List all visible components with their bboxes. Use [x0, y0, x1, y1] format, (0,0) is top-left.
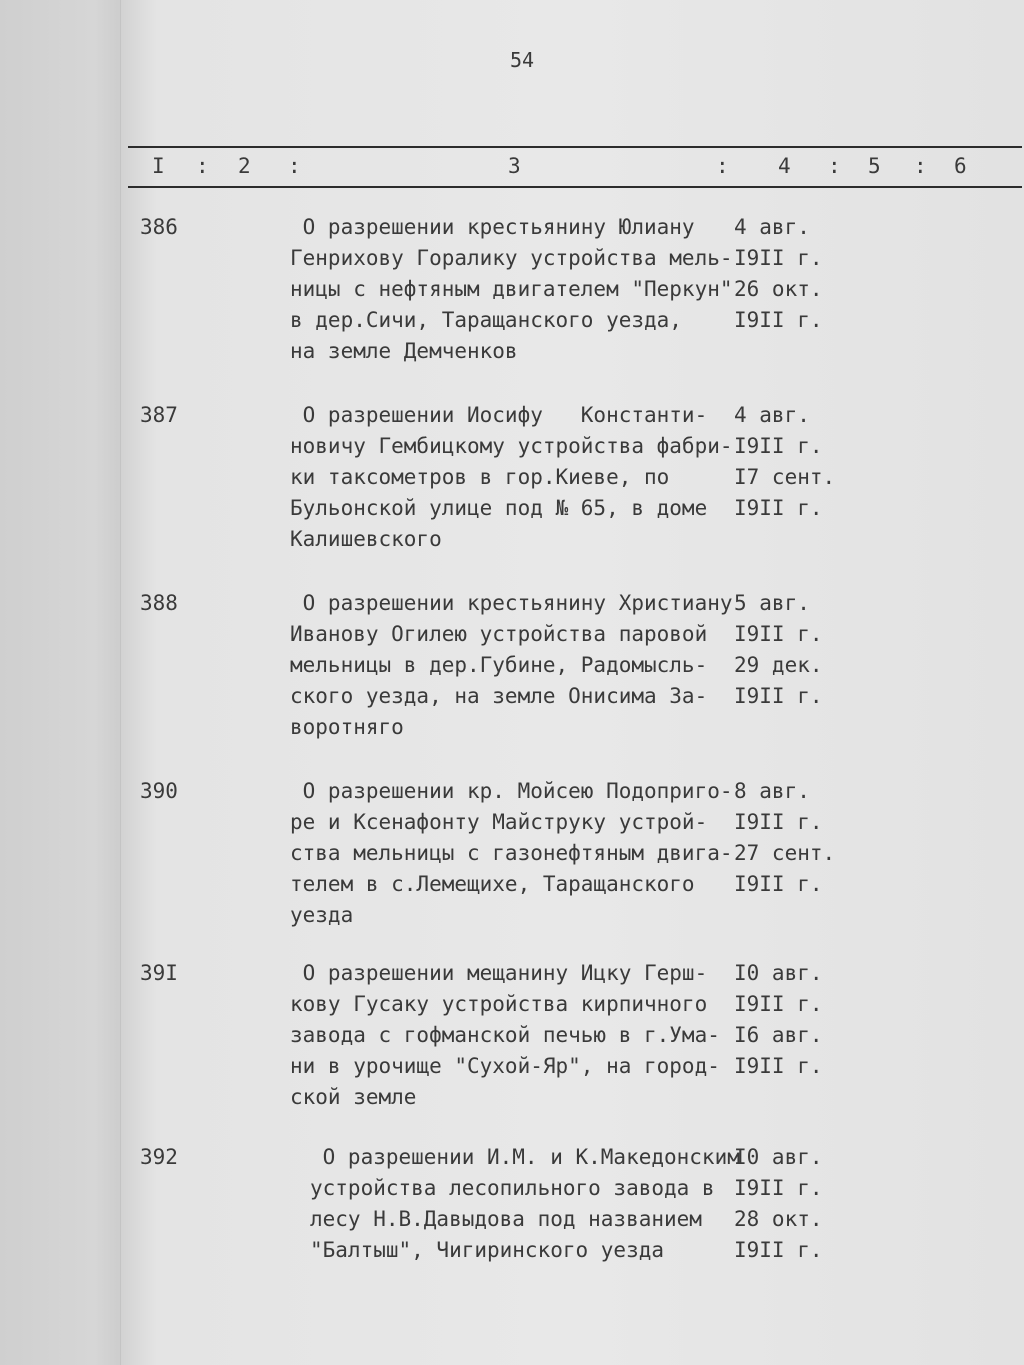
date-line: 28 окт. [734, 1207, 823, 1231]
description-line: мельницы в дер.Губине, Радомысль- [290, 653, 708, 677]
date-line: I9II г. [734, 622, 823, 646]
record-description [290, 776, 733, 931]
description-line: в дер.Сичи, Таращанского уезда, [290, 308, 682, 332]
column-header-row [128, 152, 1022, 182]
column-header: 5 [868, 154, 881, 178]
date-line: I9II г. [734, 246, 823, 270]
description-line: "Балтыш", Чигиринского уезда [310, 1238, 665, 1262]
description-line: О разрешении И.М. и К.Македонским [310, 1145, 740, 1169]
description-line: воротняго [290, 715, 404, 739]
description-line: устройства лесопильного завода в [310, 1176, 715, 1200]
date-line: I9II г. [734, 308, 823, 332]
date-line: I9II г. [734, 992, 823, 1016]
description-line: О разрешении крестьянину Христиану [290, 591, 733, 615]
description-line: Иванову Огилею устройства паровой [290, 622, 708, 646]
description-line: О разрешении кр. Мойсею Подоприго- [290, 779, 733, 803]
date-line: 26 окт. [734, 277, 823, 301]
record-dates [734, 588, 844, 712]
record-dates [734, 400, 844, 524]
record-dates [734, 958, 844, 1082]
column-separator: : [716, 154, 729, 178]
date-line: I6 авг. [734, 1023, 823, 1047]
date-line: I9II г. [734, 1238, 823, 1262]
header-rule-top [128, 146, 1022, 148]
date-line: I9II г. [734, 810, 823, 834]
header-rule-bottom [128, 186, 1022, 188]
date-line: I0 авг. [734, 961, 823, 985]
record-description [310, 1142, 750, 1266]
date-line: I9II г. [734, 496, 823, 520]
description-line: О разрешении мещанину Ицку Герш- [290, 961, 708, 985]
date-line: 29 дек. [734, 653, 823, 677]
record-description [290, 958, 730, 1113]
record-description [290, 588, 733, 743]
record-number: 387 [140, 403, 178, 427]
description-line: ницы с нефтяным двигателем "Перкун" [290, 277, 733, 301]
record-dates [734, 1142, 844, 1266]
record-dates [734, 212, 844, 336]
column-header: 3 [508, 154, 521, 178]
description-line: новичу Гембицкому устройства фабри- [290, 434, 733, 458]
description-line: Калишевского [290, 527, 442, 551]
date-line: I9II г. [734, 1176, 823, 1200]
description-line: телем в с.Лемещихе, Таращанского [290, 872, 695, 896]
date-line: 8 авг. [734, 779, 810, 803]
description-line: ни в урочище "Сухой-Яр", на город- [290, 1054, 720, 1078]
description-line: О разрешении крестьянину Юлиану [290, 215, 695, 239]
description-line: ской земле [290, 1085, 417, 1109]
description-line: ского уезда, на земле Онисима За- [290, 684, 708, 708]
description-line: Бульонской улице под № 65, в доме [290, 496, 708, 520]
record-number: 390 [140, 779, 178, 803]
column-separator: : [288, 154, 301, 178]
description-line: на земле Демченков [290, 339, 518, 363]
description-line: ства мельницы с газонефтяным двига- [290, 841, 733, 865]
description-line: лесу Н.В.Давыдова под названием [310, 1207, 702, 1231]
date-line: I7 сент. [734, 465, 836, 489]
record-dates [734, 776, 844, 900]
date-line: I9II г. [734, 1054, 823, 1078]
record-number: 39I [140, 961, 178, 985]
column-header: I [152, 154, 165, 178]
date-line: 5 авг. [734, 591, 810, 615]
description-line: завода с гофманской печью в г.Ума- [290, 1023, 720, 1047]
date-line: I9II г. [734, 684, 823, 708]
description-line: О разрешении Иосифу Константи- [290, 403, 708, 427]
column-header: 2 [238, 154, 251, 178]
date-line: I9II г. [734, 872, 823, 896]
column-header: 6 [954, 154, 967, 178]
record-number: 388 [140, 591, 178, 615]
column-separator: : [914, 154, 927, 178]
description-line: уезда [290, 903, 354, 927]
date-line: I0 авг. [734, 1145, 823, 1169]
record-description [290, 400, 733, 555]
column-separator: : [196, 154, 209, 178]
record-number: 386 [140, 215, 178, 239]
date-line: 27 сент. [734, 841, 836, 865]
date-line: 4 авг. [734, 403, 810, 427]
date-line: I9II г. [734, 434, 823, 458]
record-description [290, 212, 733, 367]
date-line: 4 авг. [734, 215, 810, 239]
description-line: ре и Ксенафонту Майструку устрой- [290, 810, 708, 834]
record-number: 392 [140, 1145, 178, 1169]
page-number: 54 [510, 48, 535, 72]
description-line: ки таксометров в гор.Киеве, по [290, 465, 670, 489]
column-separator: : [828, 154, 841, 178]
adjacent-page-shadow [0, 0, 135, 1365]
description-line: Генрихову Горалику устройства мель- [290, 246, 733, 270]
description-line: кову Гусаку устройства кирпичного [290, 992, 708, 1016]
column-header: 4 [778, 154, 791, 178]
